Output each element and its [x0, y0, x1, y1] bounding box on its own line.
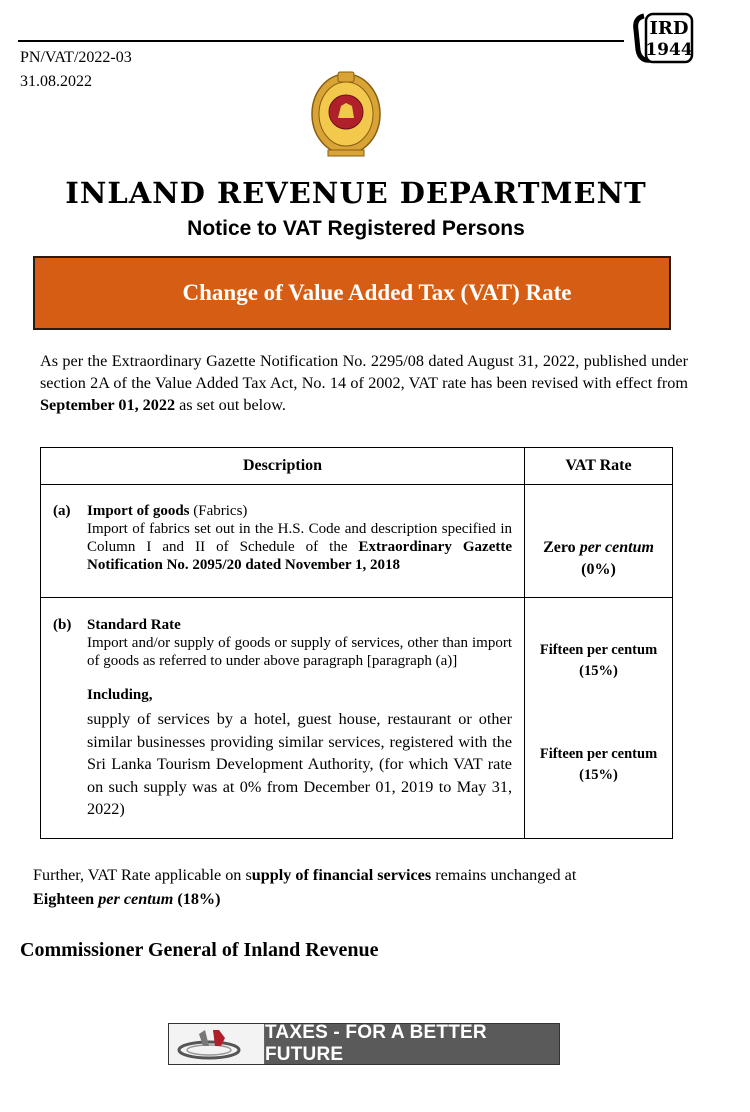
further-rate-word: Eighteen — [33, 890, 95, 908]
title-banner — [33, 256, 671, 330]
department-title: INLAND REVENUE DEPARTMENT — [65, 176, 647, 210]
row-a-rate-line — [525, 537, 672, 559]
row-b-rate-standard — [525, 598, 672, 682]
row-b-tag: (b) — [53, 617, 72, 633]
further-lead: Further, VAT Rate applicable on s — [33, 866, 252, 884]
row-b-including-label: Including, — [87, 687, 153, 703]
banner-title: Change of Value Added Tax (VAT) Rate — [182, 280, 572, 305]
row-a-rate-block — [525, 485, 672, 581]
row-a-title-suffix: (Fabrics) — [189, 503, 248, 519]
national-emblem — [308, 70, 384, 160]
row-a-tag: (a) — [53, 503, 71, 519]
row-a-description — [41, 485, 525, 598]
row-a-content — [41, 485, 524, 574]
row-b-rate2-pct: (15%) — [579, 767, 618, 783]
row-a-gazette: Extraordinary Gazette Notification No. 2095/20 dated November 1, 2018 — [87, 539, 512, 573]
header-description: Description — [41, 448, 525, 485]
row-b-body: Import and/or supply of goods or supply of services, other than import of goods as referred to under above paragraph [paragraph (a)] — [87, 635, 512, 669]
further-bold: upply of financial services — [251, 866, 432, 884]
footer-logo — [169, 1024, 265, 1064]
effective-date: September 01, 2022 — [40, 396, 176, 414]
further-rate — [33, 890, 221, 908]
notice-date: 31.08.2022 — [20, 73, 92, 90]
header-rule — [18, 40, 624, 42]
further-paragraph — [33, 863, 688, 911]
intro-text: As per the Extraordinary Gazette Notification No. 2295/08 dated August 31, 2022, published under section 2A of the Value Added Tax Act, No. 14 of 2002, VAT rate has been revised with effect from — [40, 352, 688, 392]
row-a-title-line — [87, 502, 512, 520]
ird-logo-label: IRD — [649, 18, 689, 39]
row-b-including-body: supply of services by a hotel, guest house, restaurant or other similar businesses providing similar services, registered with the Sri Lanka Tourism Development Authority, (for which VAT rate on such supply was at 0% from December 01, 2019 to May 31, 2022) — [87, 710, 512, 818]
row-b-rate1-word: Fifteen per centum — [539, 642, 658, 658]
notice-title: Notice to VAT Registered Persons — [187, 217, 525, 240]
row-b-rate-including — [525, 682, 672, 786]
footer-slogan: TAXES - FOR A BETTER FUTURE — [265, 1024, 559, 1064]
row-b-including-line — [87, 686, 512, 704]
signature: Commissioner General of Inland Revenue — [20, 939, 379, 961]
row-b-rate1-pct: (15%) — [579, 663, 618, 679]
row-a-title: Import of goods — [87, 503, 190, 519]
further-mid: remains unchanged at — [431, 866, 577, 884]
row-b-content — [41, 598, 524, 821]
row-a-body — [87, 520, 512, 574]
row-b-rate — [525, 598, 673, 839]
ird-1944-logo — [630, 10, 696, 66]
row-a-rate-word: Zero — [543, 539, 576, 556]
ird-logo-year: 1944 — [645, 40, 693, 60]
reference-number: PN/VAT/2022-03 — [20, 49, 132, 66]
footer-logo-mark — [169, 1024, 264, 1064]
header-vat-rate: VAT Rate — [525, 448, 673, 485]
intro-paragraph — [40, 350, 688, 416]
table-row — [41, 485, 673, 598]
row-a-rate-pct: (0%) — [581, 561, 616, 578]
table-header-row — [41, 448, 673, 485]
row-a-body-text: Import of fabrics set out in the H.S. Code and description specified in Column I and II of Schedule of the — [87, 521, 512, 555]
vat-rate-table — [40, 447, 673, 839]
further-rate-italic: per centum — [98, 890, 174, 908]
row-b-title: Standard Rate — [87, 617, 181, 633]
row-b-rate2-word: Fifteen per centum — [539, 746, 658, 762]
row-b-title-line — [87, 616, 512, 634]
row-a-rate — [525, 485, 673, 598]
further-rate-pct: (18%) — [177, 890, 221, 908]
row-a-rate-italic: per centum — [579, 539, 654, 556]
footer-banner — [168, 1023, 560, 1065]
intro-tail: as set out below. — [175, 396, 286, 414]
reference-block — [20, 46, 132, 94]
table-row — [41, 598, 673, 839]
row-b-description — [41, 598, 525, 839]
